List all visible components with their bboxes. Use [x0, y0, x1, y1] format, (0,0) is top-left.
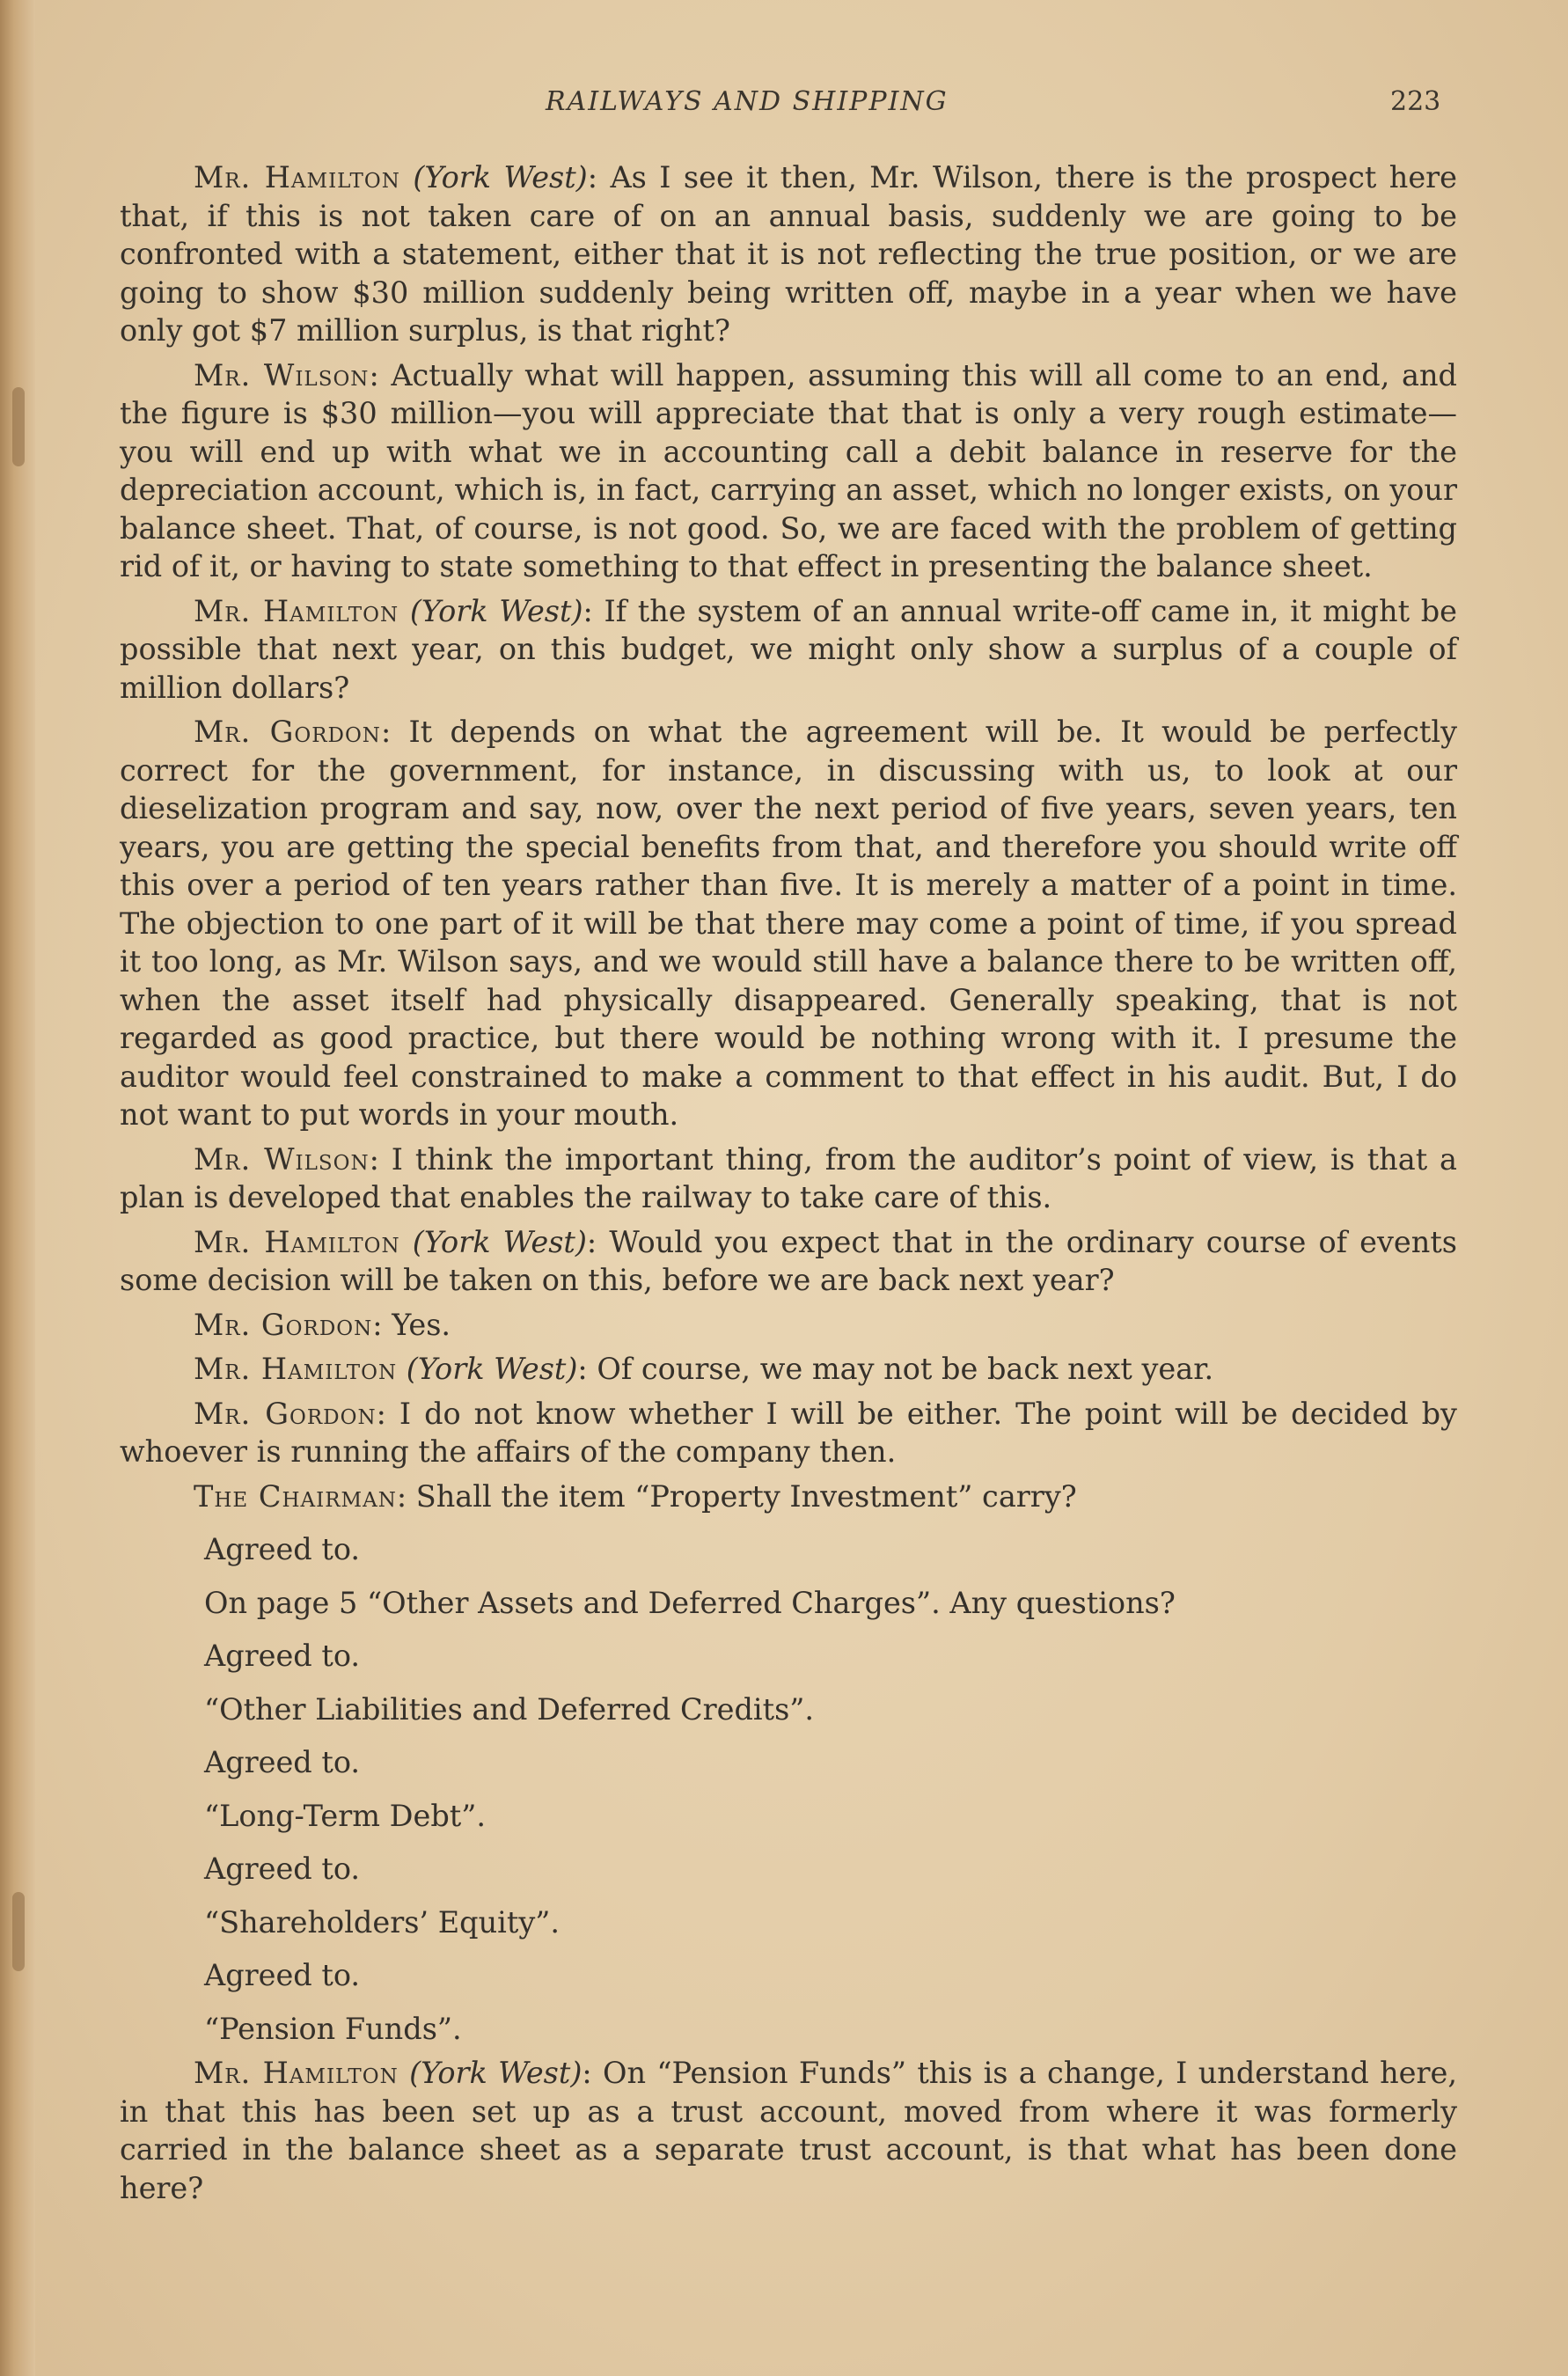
speaker-name: Mr. Hamilton [194, 160, 400, 194]
speaker-riding: (York West) [413, 160, 588, 194]
speech-paragraph [120, 1223, 1457, 1300]
speech-paragraph [120, 1350, 1457, 1389]
speaker-name: Mr. Hamilton [194, 593, 399, 628]
speech-paragraph [120, 1395, 1457, 1471]
speaker-name: Mr. Gordon [194, 1307, 373, 1342]
agenda-line: On page 5 “Other Assets and Deferred Charges”. Any questions? [204, 1585, 1176, 1620]
speaker-riding: (York West) [409, 593, 583, 628]
speech-paragraph [120, 1306, 1457, 1345]
speech-paragraph [120, 713, 1457, 1134]
speech-text: : Of course, we may not be back next year. [577, 1352, 1214, 1386]
speaker-name: The Chairman [194, 1478, 397, 1514]
speaker-name: Mr. Hamilton [194, 2056, 399, 2090]
speaker-riding: (York West) [406, 1352, 578, 1386]
agenda-line: “Pension Funds”. [204, 2011, 462, 2046]
speech-text: : Actually what will happen, assuming this will all come to an end, and the figure is $30 million—you will appreciate that that is only a very rough estimate—you will end up with what we in accounting call a debit balance in reserve for the depreciation account, which is, in fact, carrying an asset, which no longer exists, on your balance sheet. That, of course, is not good. So, we are faced with the problem of getting rid of it, or having to state something to that effect in presenting the balance sheet. [120, 357, 1457, 583]
speaker-name: Mr. Gordon [194, 715, 381, 749]
agenda-line: Agreed to. [204, 1532, 361, 1566]
speech-text: : On “Pension Funds” this is a change, I understand here, in that this has been set up as a trust account, moved from where it was formerly carried in the balance sheet as a separate trust account, is that what has been done here? [120, 2056, 1457, 2205]
binding-mark [12, 387, 25, 466]
page-number: 223 [1390, 86, 1441, 117]
agenda-line: “Shareholders’ Equity”. [204, 1904, 561, 1940]
speech-paragraph [120, 1478, 1457, 1516]
agenda-line: “Long-Term Debt”. [204, 1798, 487, 1833]
speech-paragraph [120, 158, 1457, 350]
speech-text: : Would you expect that in the ordinary course of events some decision will be taken on this, before we are back next year? [120, 1224, 1457, 1297]
speech-text: : Shall the item “Property Investment” carry? [396, 1478, 1077, 1514]
speaker-riding: (York West) [409, 2056, 583, 2090]
speaker-name: Mr. Hamilton [194, 1352, 398, 1386]
running-head [0, 86, 1568, 125]
speech-text: : As I see it then, Mr. Wilson, there is the prospect here that, if this is not taken care of on an annual basis, suddenly we are going to be confronted with a statement, either that it is not reflecting the true position, or we are going to show $30 million suddenly being written off, maybe in a year when we have only got $7 million surplus, is that right? [120, 160, 1457, 348]
speech-text: : If the system of an annual write-off came in, it might be possible that next year, on this budget, we might only show a surplus of a couple of million dollars? [120, 593, 1457, 705]
agenda-line: Agreed to. [204, 1852, 361, 1886]
book-spine [0, 0, 35, 2376]
speech-text: : Yes. [372, 1307, 451, 1342]
binding-mark [12, 1892, 25, 1971]
running-title: RAILWAYS AND SHIPPING [546, 86, 949, 117]
speech-paragraph [120, 356, 1457, 586]
transcript-body [120, 158, 1457, 2213]
speaker-name: Mr. Wilson [194, 1141, 370, 1177]
speech-text: : I think the important thing, from the auditor’s point of view, is that a plan is developed that enables the railway to take care of this. [120, 1141, 1458, 1214]
agenda-line: Agreed to. [204, 1745, 361, 1779]
speech-paragraph [120, 592, 1457, 708]
speech-text: : I do not know whether I will be either. The point will be decided by whoever is running the affairs of the company then. [120, 1396, 1457, 1469]
speech-paragraph [120, 1140, 1457, 1217]
speech-paragraph [120, 2054, 1457, 2207]
agenda-line: Agreed to. [204, 1639, 361, 1673]
speaker-name: Mr. Wilson [194, 357, 370, 392]
agenda-line: “Other Liabilities and Deferred Credits”. [204, 1691, 815, 1727]
agenda-line: Agreed to. [204, 1958, 361, 1992]
speech-text: : It depends on what the agreement will be. It would be perfectly correct for the government, for instance, in discussing with us, to look at our dieselization program and say, now, over the next period of five years, seven years, ten years, you are getting the special benefits from that, and therefore you should write off this over a period of ten years rather than five. It is merely a matter of a point in time. The objection to one part of it will be that there may come a point of time, if you spread it too long, as Mr. Wilson says, and we would still have a balance there to be written off, when the asset itself had physically disappeared. Generally speaking, that is not regarded as good practice, but there would be nothing wrong with it. I presume the auditor would feel constrained to make a comment to that effect in his audit. But, I do not want to put words in your mouth. [120, 715, 1457, 1132]
speaker-name: Mr. Hamilton [194, 1224, 400, 1259]
speaker-name: Mr. Gordon [194, 1396, 377, 1431]
speaker-riding: (York West) [412, 1224, 587, 1259]
